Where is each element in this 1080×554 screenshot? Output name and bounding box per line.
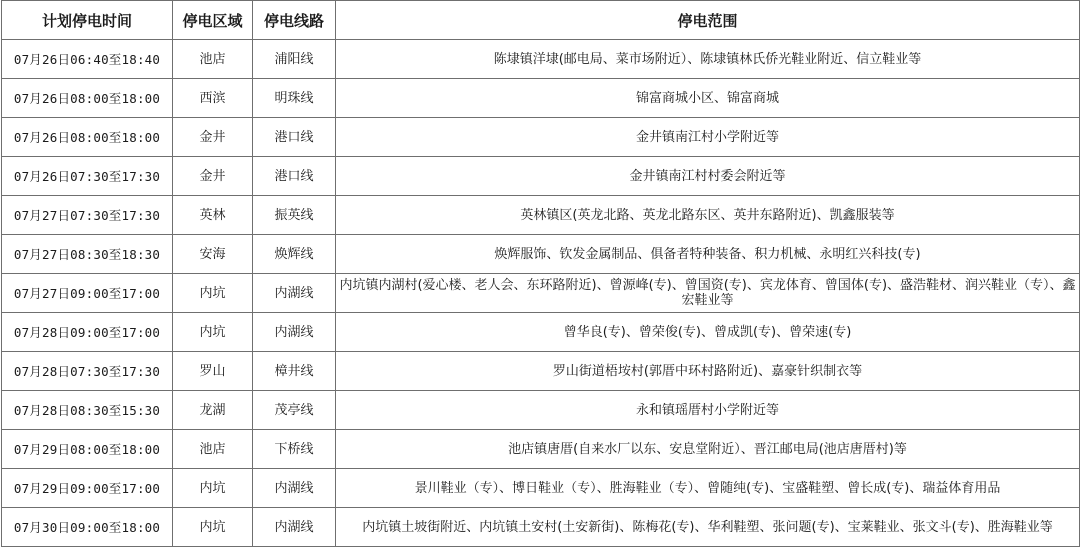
cell-line: 茂亭线: [253, 391, 336, 430]
cell-range: 罗山街道梧垵村(郭厝中环村路附近)、嘉豪针织制衣等: [336, 352, 1080, 391]
cell-time: 07月28日07:30至17:30: [2, 352, 173, 391]
cell-time: 07月30日09:00至18:00: [2, 508, 173, 547]
cell-line: 港口线: [253, 118, 336, 157]
header-range: 停电范围: [336, 1, 1080, 40]
cell-line: 内湖线: [253, 508, 336, 547]
cell-range: 曾华良(专)、曾荣俊(专)、曾成凯(专)、曾荣速(专): [336, 313, 1080, 352]
header-row: [2, 1, 1080, 40]
cell-area: 内坑: [173, 508, 253, 547]
cell-time: 07月28日09:00至17:00: [2, 313, 173, 352]
table-row: [2, 391, 1080, 430]
cell-line: 内湖线: [253, 469, 336, 508]
cell-time: 07月27日07:30至17:30: [2, 196, 173, 235]
table-row: [2, 352, 1080, 391]
header-line: 停电线路: [253, 1, 336, 40]
cell-area: 金井: [173, 118, 253, 157]
cell-area: 池店: [173, 430, 253, 469]
cell-range: 焕辉服饰、钦发金属制品、俱备者特种装备、积力机械、永明红兴科技(专): [336, 235, 1080, 274]
cell-time: 07月28日08:30至15:30: [2, 391, 173, 430]
cell-area: 内坑: [173, 469, 253, 508]
cell-line: 明珠线: [253, 79, 336, 118]
cell-range: 金井镇南江村村委会附近等: [336, 157, 1080, 196]
cell-area: 西滨: [173, 79, 253, 118]
table-row: [2, 313, 1080, 352]
table-row: [2, 508, 1080, 547]
cell-line: 内湖线: [253, 313, 336, 352]
table-row: [2, 196, 1080, 235]
cell-area: 内坑: [173, 274, 253, 313]
cell-area: 内坑: [173, 313, 253, 352]
cell-area: 池店: [173, 40, 253, 79]
table-body: [2, 40, 1080, 547]
cell-range: 内坑镇土坡街附近、内坑镇土安村(土安新街)、陈梅花(专)、华利鞋塑、张问题(专)、宝莱鞋业、张文斗(专)、胜海鞋业等: [336, 508, 1080, 547]
cell-time: 07月26日07:30至17:30: [2, 157, 173, 196]
cell-range: 陈埭镇洋埭(邮电局、菜市场附近）、陈埭镇林氏侨光鞋业附近、信立鞋业等: [336, 40, 1080, 79]
table-row: [2, 235, 1080, 274]
cell-time: 07月26日08:00至18:00: [2, 79, 173, 118]
table-row: [2, 40, 1080, 79]
cell-line: 樟井线: [253, 352, 336, 391]
cell-time: 07月29日09:00至17:00: [2, 469, 173, 508]
cell-area: 金井: [173, 157, 253, 196]
table-row: [2, 430, 1080, 469]
table-row: [2, 118, 1080, 157]
cell-time: 07月27日08:30至18:30: [2, 235, 173, 274]
table-row: [2, 79, 1080, 118]
header-area: 停电区域: [173, 1, 253, 40]
cell-area: 罗山: [173, 352, 253, 391]
cell-area: 安海: [173, 235, 253, 274]
cell-time: 07月29日08:00至18:00: [2, 430, 173, 469]
cell-range: 英林镇区(英龙北路、英龙北路东区、英井东路附近)、凯鑫服装等: [336, 196, 1080, 235]
cell-line: 浦阳线: [253, 40, 336, 79]
cell-time: 07月26日06:40至18:40: [2, 40, 173, 79]
cell-line: 下桥线: [253, 430, 336, 469]
cell-range: 金井镇南江村小学附近等: [336, 118, 1080, 157]
table-row: [2, 274, 1080, 313]
cell-area: 英林: [173, 196, 253, 235]
cell-area: 龙湖: [173, 391, 253, 430]
cell-range: 锦富商城小区、锦富商城: [336, 79, 1080, 118]
table-row: [2, 469, 1080, 508]
header-time: 计划停电时间: [2, 1, 173, 40]
power-outage-table: [1, 0, 1080, 547]
cell-line: 焕辉线: [253, 235, 336, 274]
cell-line: 港口线: [253, 157, 336, 196]
cell-range: 景川鞋业（专）、博日鞋业（专）、胜海鞋业（专）、曾随纯(专)、宝盛鞋塑、曾长成(专)、瑞益体育用品: [336, 469, 1080, 508]
cell-range: 永和镇瑶厝村小学附近等: [336, 391, 1080, 430]
table-row: [2, 157, 1080, 196]
cell-time: 07月27日09:00至17:00: [2, 274, 173, 313]
cell-time: 07月26日08:00至18:00: [2, 118, 173, 157]
cell-range: 池店镇唐厝(自来水厂以东、安息堂附近）、晋江邮电局(池店唐厝村)等: [336, 430, 1080, 469]
cell-line: 振英线: [253, 196, 336, 235]
cell-line: 内湖线: [253, 274, 336, 313]
cell-range: 内坑镇内湖村(爱心楼、老人会、东环路附近)、曾源峰(专)、曾国资(专)、宾龙体育、曾国体(专)、盛浩鞋材、润兴鞋业（专）、鑫宏鞋业等: [336, 274, 1080, 313]
